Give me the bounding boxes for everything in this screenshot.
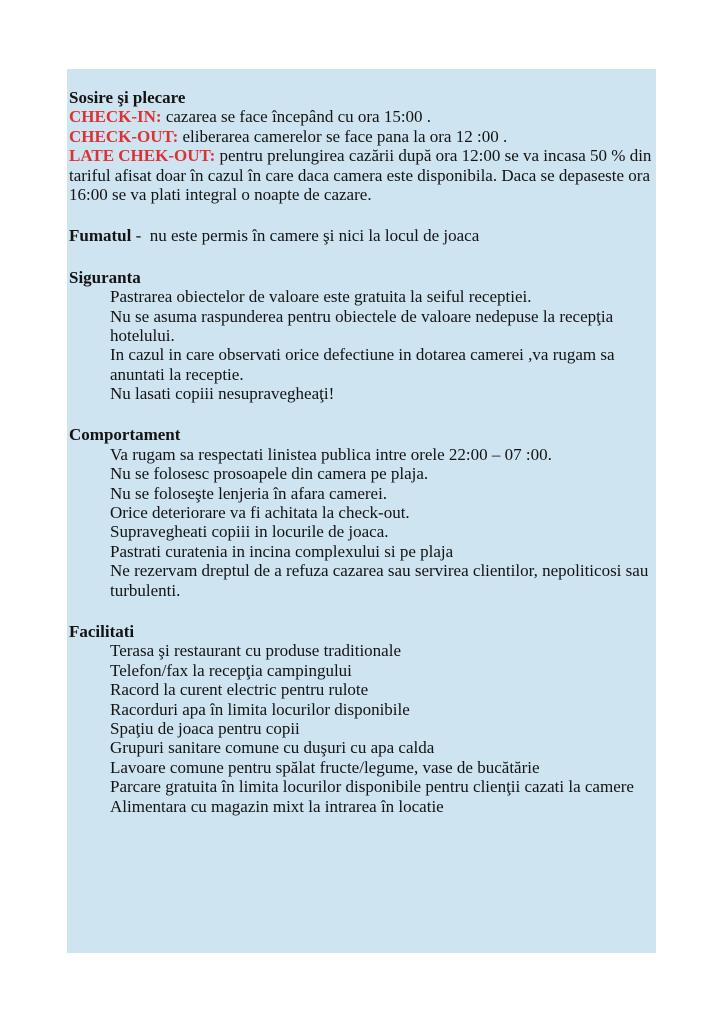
text-line	[69, 503, 656, 522]
text-line	[69, 700, 656, 719]
section-facilitati	[69, 622, 656, 816]
section-heading: Sosire şi plecare	[69, 88, 186, 107]
text-run: Alimentara cu magazin mixt la intrarea în locatie	[110, 796, 444, 816]
text-run: anuntati la receptie.	[110, 364, 244, 384]
text-line	[69, 661, 656, 680]
section-siguranta	[69, 268, 656, 404]
text-run: Nu se folosesc prosoapele din camera pe plaja.	[110, 464, 429, 484]
text-line	[69, 581, 656, 600]
red-label-run: CHECK-OUT:	[69, 126, 179, 146]
section-sosire-si-plecare	[69, 88, 656, 204]
text-line	[69, 797, 656, 816]
section-heading: Siguranta	[69, 267, 141, 287]
highlighted-text-block	[67, 69, 656, 953]
text-run: Ne rezervam dreptul de a refuza cazarea sau servirea clientilor, nepoliticosi sau	[110, 561, 649, 581]
text-run: cazarea se face începând cu ora 15:00 .	[161, 107, 432, 127]
text-run: Telefon/fax la recepţia campingului	[110, 660, 352, 680]
text-run: pentru prelungirea cazării după ora 12:00 se va incasa 50 % din	[215, 146, 652, 166]
section-comportament	[69, 425, 656, 600]
text-run: Grupuri sanitare comune cu duşuri cu apa calda	[110, 738, 435, 758]
text-run: Parcare gratuita în limita locurilor disponibile pentru clienţii cazati la camere	[110, 777, 634, 797]
text-line	[69, 185, 656, 204]
text-run: Nu se foloseşte lenjeria în afara camerei.	[110, 483, 388, 503]
text-run: In cazul in care observati orice defectiune in dotarea camerei ,va rugam sa	[110, 345, 615, 365]
text-line	[69, 127, 656, 146]
text-line	[69, 738, 656, 757]
text-line	[69, 307, 656, 326]
text-line	[69, 166, 656, 185]
text-line	[69, 484, 656, 503]
text-run: Fumatul	[69, 226, 132, 246]
text-run: Nu lasati copiii nesupravegheaţi!	[110, 384, 335, 404]
text-line	[69, 107, 656, 126]
text-line	[69, 345, 656, 364]
text-line	[69, 464, 656, 483]
text-run: 16:00 se va plati integral o noapte de cazare.	[69, 184, 372, 204]
text-run: hotelului.	[110, 325, 175, 345]
text-run: Spaţiu de joaca pentru copii	[110, 718, 300, 738]
text-run: Nu se asuma raspunderea pentru obiectele de valoare nedepuse la recepţia	[110, 306, 614, 326]
text-line	[69, 146, 656, 165]
text-line	[69, 445, 656, 464]
text-line	[69, 561, 656, 580]
text-line	[69, 719, 656, 738]
text-run: tariful afisat doar în cazul în care daca camera este disponibila. Daca se depaseste ora	[69, 165, 651, 185]
text-run: Racorduri apa în limita locurilor disponibile	[110, 699, 410, 719]
text-line	[69, 758, 656, 777]
text-run: Terasa şi restaurant cu produse traditionale	[110, 641, 402, 661]
text-run: turbulenti.	[110, 580, 181, 600]
text-run: Supravegheati copiii in locurile de joaca.	[110, 522, 389, 542]
red-label-run: LATE CHEK-OUT:	[69, 146, 216, 166]
text-run: Pastrarea obiectelor de valoare este gratuita la seiful receptiei.	[110, 287, 532, 307]
text-line	[69, 226, 656, 245]
red-label-run: CHECK-IN:	[69, 107, 162, 127]
text-run: - nu este permis în camere şi nici la locul de joaca	[131, 226, 480, 246]
text-line	[69, 287, 656, 306]
text-run: Va rugam sa respectati linistea publica intre orele 22:00 – 07 :00.	[110, 444, 552, 464]
text-line	[69, 680, 656, 699]
text-run: eliberarea camerelor se face pana la ora 12 :00 .	[178, 126, 508, 146]
text-line	[69, 326, 656, 345]
section-heading: Comportament	[69, 425, 181, 445]
text-line	[69, 542, 656, 561]
text-run: Racord la curent electric pentru rulote	[110, 680, 369, 700]
text-line	[69, 365, 656, 384]
text-run: Orice deteriorare va fi achitata la check-out.	[110, 503, 410, 523]
text-line	[69, 384, 656, 403]
section-heading: Facilitati	[69, 621, 135, 641]
text-line	[69, 777, 656, 796]
text-line	[69, 641, 656, 660]
section-fumatul	[69, 226, 656, 245]
text-line	[69, 522, 656, 541]
text-run: Pastrati curatenia in incina complexului si pe plaja	[110, 541, 454, 561]
text-run: Lavoare comune pentru spălat fructe/legume, vase de bucătărie	[110, 757, 540, 777]
document-content	[67, 69, 656, 816]
